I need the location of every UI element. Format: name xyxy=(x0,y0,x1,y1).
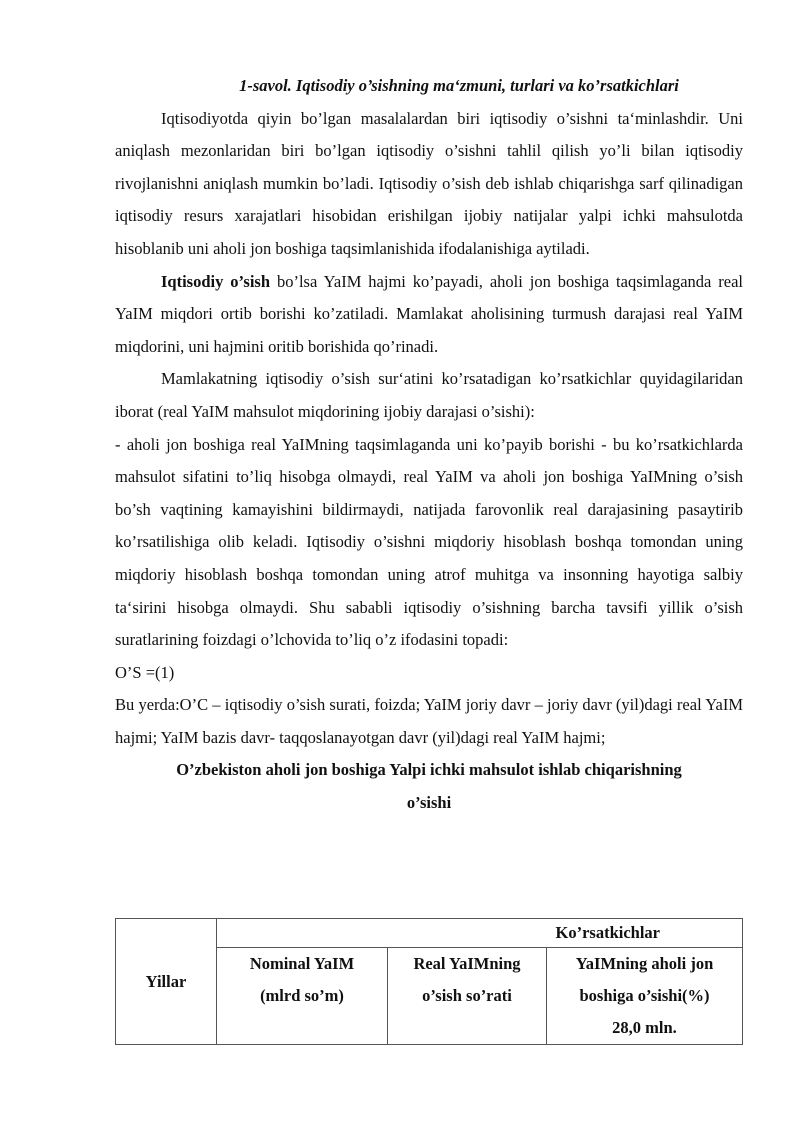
table-title: O’zbekiston aholi jon boshiga Yalpi ichki mahsulot ishlab chiqarishning xyxy=(176,760,682,780)
header-gdp-per-capita xyxy=(547,948,743,1045)
header-nominal-gdp xyxy=(217,948,388,1045)
header-gdp-per-capita-line3: 28,0 mln. xyxy=(612,1018,677,1037)
header-gdp-per-capita-line1: YaIMning aholi jon xyxy=(575,954,714,973)
paragraph-1: Iqtisodiyotda qiyin bo’lgan masalalardan biri iqtisodiy o’sishni ta‘minlashdir. Uni aniqlash mezonlaridan biri bo’lgan iqtisodiy o’sishni tahlil qilish yo’li bilan iqtisodiy rivojlanishni aniqlash mumkin bo’ladi. Iqtisodiy o’sish deb ishlab chiqarishga sarf qilinadigan iqtisodiy resurs xarajatlari hisobidan erishilgan ijobiy natijalar yalpi ichki mahsulotda hisoblanib uni aholi jon boshiga taqsimlanishida ifodalanishiga aytiladi. xyxy=(115,108,743,258)
paragraph-5: Bu yerda:O’C – iqtisodiy o’sish surati, foizda; YaIM joriy davr – joriy davr (yil)dagi real YaIM hajmi; YaIM bazis davr- taqqoslanayotgan davr (yil)dagi real YaIM hajmi; xyxy=(115,695,743,747)
paragraph-2-term: Iqtisodiy o’sish xyxy=(161,271,271,291)
header-gdp-per-capita-line2: boshiga o’sishi(%) xyxy=(579,986,710,1005)
header-nominal-gdp-line2: (mlrd so’m) xyxy=(260,986,344,1005)
document-body xyxy=(115,70,743,820)
header-years: Yillar xyxy=(116,919,217,1045)
header-nominal-gdp-line1: Nominal YaIM xyxy=(249,954,355,973)
header-indicators: Ko’rsatkichlar xyxy=(217,919,743,948)
gdp-table xyxy=(115,918,743,1045)
paragraph-3: Mamlakatning iqtisodiy o’sish sur‘atini ko’rsatadigan ko’rsatkichlar quyidagilaridan iborat (real YaIM mahsulot miqdorining ijobiy darajasi o’sishi): xyxy=(115,369,743,421)
table-title-line2: o’sishi xyxy=(406,793,452,813)
header-real-gdp-growth-line2: o’sish so’rati xyxy=(422,986,512,1005)
header-real-gdp-growth-line1: Real YaIMning xyxy=(413,954,521,973)
paragraph-2 xyxy=(115,266,743,364)
header-real-gdp-growth xyxy=(388,948,547,1045)
formula: O’S =(1) xyxy=(115,662,175,682)
section-title: 1-savol. Iqtisodiy o’sishning ma‘zmuni, turlari va ko’rsatkichlari xyxy=(239,76,679,95)
paragraph-2-text: bo’lsa YaIM hajmi ko’payadi, aholi jon boshiga taqsimlaganda real YaIM miqdori ortib borishi ko’zatiladi. Mamlakat aholisining turmush darajasi real YaIM miqdorini, uni hajmini oritib borishida qo’rinadi. xyxy=(115,271,744,356)
paragraph-4: - aholi jon boshiga real YaIMning taqsimlaganda uni ko’payib borishi - bu ko’rsatkichlarda mahsulot sifatini to’liq hisobga olmaydi, real YaIM va aholi jon boshiga YaIMning o’sish bo’sh vaqtining kamayishini bildirmaydi, natijada farovonlik real darajasining pasaytirib ko’rsatilishiga olib keladi. Iqtisodiy o’sishni miqdoriy hisoblash boshqa tomondan uning miqdoriy hisoblash boshqa tomondan uning atrof muhitga va insonning hayotiga salbiy ta‘sirini hisobga olmaydi. Shu sababli iqtisodiy o’sishning barcha tavsifi yillik o’sish suratlarining foizdagi o’lchovida to’liq o’z ifodasini topadi: xyxy=(115,434,743,650)
